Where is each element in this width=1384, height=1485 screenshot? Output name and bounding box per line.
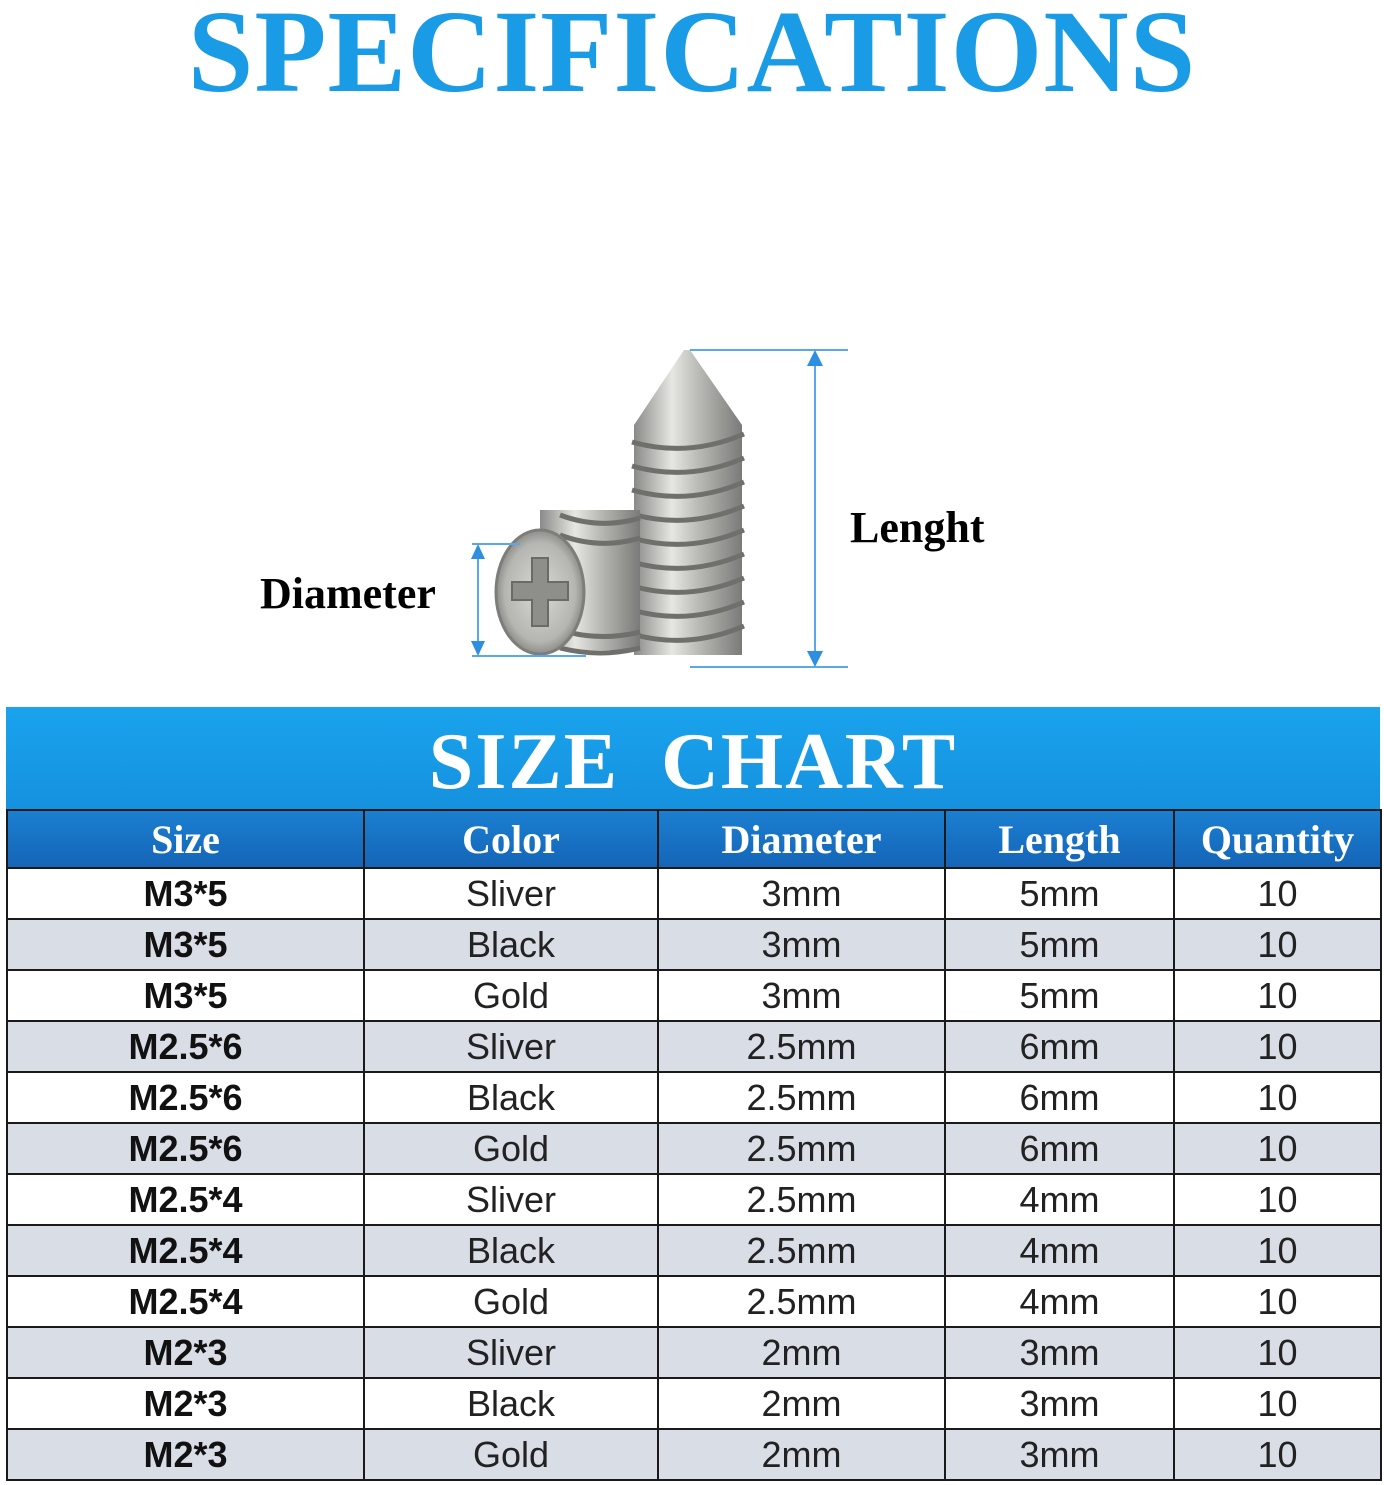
cell-color: Gold — [364, 1429, 658, 1480]
cell-quantity: 10 — [1174, 868, 1381, 919]
cell-color: Sliver — [364, 1021, 658, 1072]
table-row — [7, 868, 1381, 919]
header-length: Length — [945, 810, 1174, 868]
table-row — [7, 1123, 1381, 1174]
cell-length: 4mm — [945, 1276, 1174, 1327]
header-color: Color — [364, 810, 658, 868]
cell-size: M2.5*6 — [7, 1021, 364, 1072]
cell-size: M2.5*6 — [7, 1123, 364, 1174]
cell-diameter: 3mm — [658, 970, 945, 1021]
cell-color: Sliver — [364, 868, 658, 919]
cell-size: M2.5*4 — [7, 1276, 364, 1327]
table-header-row — [7, 810, 1381, 868]
cell-diameter: 2.5mm — [658, 1021, 945, 1072]
cell-length: 3mm — [945, 1429, 1174, 1480]
cell-diameter: 2.5mm — [658, 1174, 945, 1225]
cell-length: 4mm — [945, 1225, 1174, 1276]
cell-quantity: 10 — [1174, 1225, 1381, 1276]
cell-diameter: 2mm — [658, 1378, 945, 1429]
cell-color: Black — [364, 1378, 658, 1429]
length-label: Lenght — [850, 503, 985, 552]
cell-quantity: 10 — [1174, 919, 1381, 970]
cell-size: M3*5 — [7, 919, 364, 970]
cell-size: M2*3 — [7, 1429, 364, 1480]
cell-diameter: 2.5mm — [658, 1123, 945, 1174]
cell-length: 5mm — [945, 919, 1174, 970]
cell-quantity: 10 — [1174, 1378, 1381, 1429]
cell-length: 3mm — [945, 1327, 1174, 1378]
cell-color: Gold — [364, 1276, 658, 1327]
cell-color: Gold — [364, 970, 658, 1021]
cell-color: Black — [364, 919, 658, 970]
table-row — [7, 1378, 1381, 1429]
table-row — [7, 970, 1381, 1021]
table-row — [7, 1072, 1381, 1123]
cell-length: 5mm — [945, 868, 1174, 919]
cell-size: M3*5 — [7, 970, 364, 1021]
size-chart-title: SIZE CHART — [6, 707, 1380, 809]
cell-length: 3mm — [945, 1378, 1174, 1429]
cell-size: M3*5 — [7, 868, 364, 919]
cell-length: 4mm — [945, 1174, 1174, 1225]
table-row — [7, 919, 1381, 970]
cell-quantity: 10 — [1174, 1327, 1381, 1378]
screw-diagram — [0, 330, 1384, 690]
cell-quantity: 10 — [1174, 1021, 1381, 1072]
cell-quantity: 10 — [1174, 1276, 1381, 1327]
size-table — [6, 809, 1382, 1481]
cell-quantity: 10 — [1174, 1429, 1381, 1480]
size-chart — [6, 707, 1380, 1481]
cell-color: Black — [364, 1225, 658, 1276]
cell-quantity: 10 — [1174, 970, 1381, 1021]
cell-diameter: 2mm — [658, 1429, 945, 1480]
cell-size: M2.5*4 — [7, 1225, 364, 1276]
cell-size: M2.5*4 — [7, 1174, 364, 1225]
header-size: Size — [7, 810, 364, 868]
table-row — [7, 1225, 1381, 1276]
cell-diameter: 3mm — [658, 868, 945, 919]
header-diameter: Diameter — [658, 810, 945, 868]
table-row — [7, 1327, 1381, 1378]
cell-diameter: 2mm — [658, 1327, 945, 1378]
screw-illustration — [0, 330, 1384, 690]
cell-diameter: 2.5mm — [658, 1276, 945, 1327]
table-row — [7, 1021, 1381, 1072]
cell-quantity: 10 — [1174, 1174, 1381, 1225]
cell-length: 6mm — [945, 1123, 1174, 1174]
cell-length: 6mm — [945, 1072, 1174, 1123]
cell-diameter: 2.5mm — [658, 1072, 945, 1123]
cell-diameter: 3mm — [658, 919, 945, 970]
cell-color: Black — [364, 1072, 658, 1123]
cell-color: Gold — [364, 1123, 658, 1174]
cell-quantity: 10 — [1174, 1072, 1381, 1123]
cell-size: M2.5*6 — [7, 1072, 364, 1123]
page-title: SPECIFICATIONS — [187, 0, 1197, 117]
cell-length: 6mm — [945, 1021, 1174, 1072]
cell-diameter: 2.5mm — [658, 1225, 945, 1276]
table-row — [7, 1429, 1381, 1480]
cell-size: M2*3 — [7, 1378, 364, 1429]
cell-quantity: 10 — [1174, 1123, 1381, 1174]
cell-color: Sliver — [364, 1327, 658, 1378]
cell-color: Sliver — [364, 1174, 658, 1225]
table-row — [7, 1276, 1381, 1327]
diameter-label: Diameter — [260, 569, 436, 618]
cell-size: M2*3 — [7, 1327, 364, 1378]
header-quantity: Quantity — [1174, 810, 1381, 868]
table-row — [7, 1174, 1381, 1225]
cell-length: 5mm — [945, 970, 1174, 1021]
